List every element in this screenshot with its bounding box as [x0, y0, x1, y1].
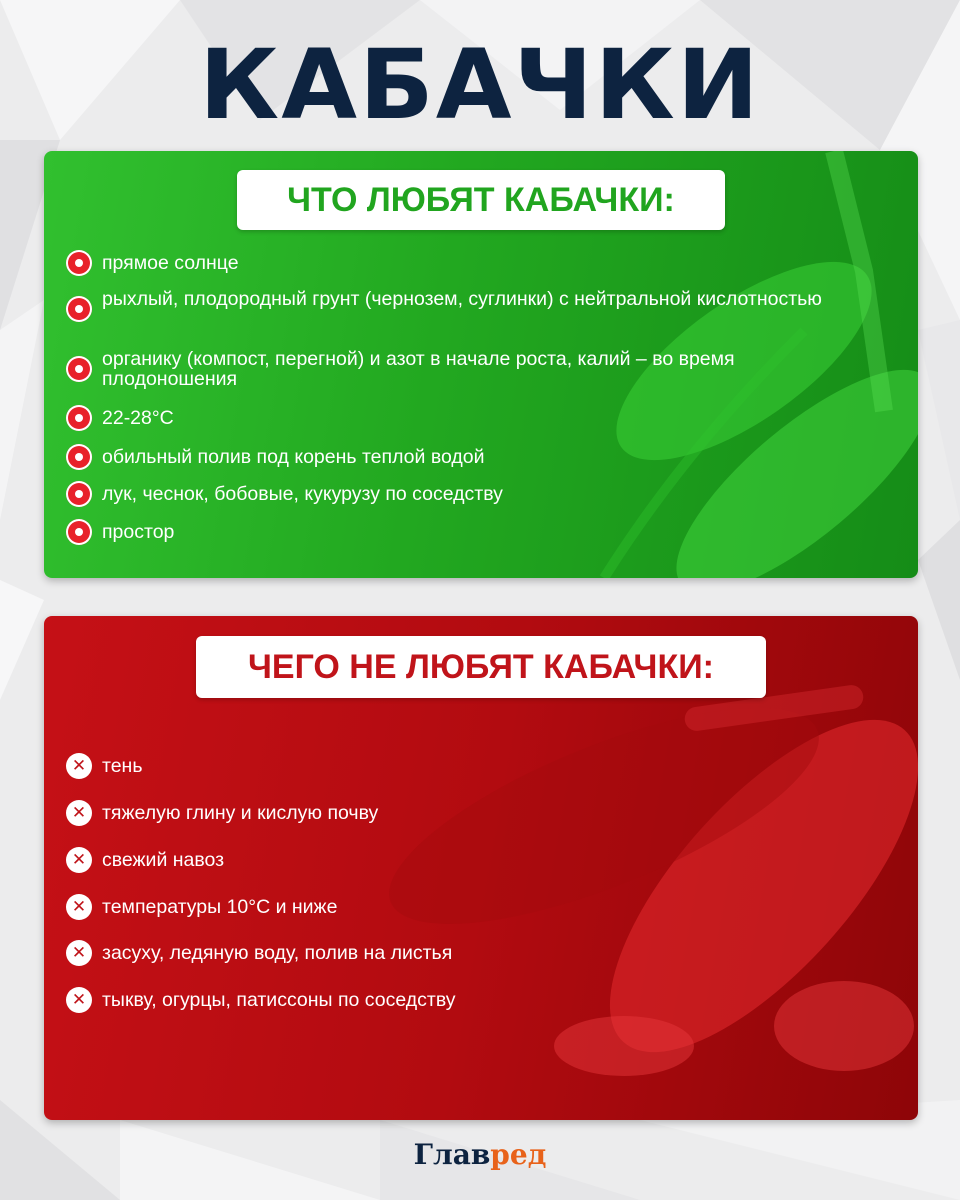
dislikes-header: ЧЕГО НЕ ЛЮБЯТ КАБАЧКИ:: [196, 636, 766, 698]
list-item-text: органику (компост, перегной) и азот в начале роста, калий – во время плодоношения: [102, 348, 735, 390]
list-item: [66, 444, 866, 468]
page-title: КАБАЧКИ: [199, 29, 761, 141]
list-item: [66, 348, 866, 388]
red-dot-icon: [66, 444, 92, 470]
red-dot-icon: [66, 405, 92, 431]
likes-panel: [44, 151, 918, 578]
list-item: [66, 405, 866, 429]
list-item: [66, 519, 866, 543]
dislikes-panel: [44, 616, 918, 1120]
red-dot-icon: [66, 250, 92, 276]
red-dot-icon: [66, 356, 92, 382]
cross-icon: ✕: [66, 987, 92, 1013]
list-item: [66, 987, 866, 1011]
list-item-text: засуху, ледяную воду, полив на листья: [102, 942, 453, 964]
glavred-logo: [0, 1138, 960, 1171]
list-item-text: рыхлый, плодородный грунт (чернозем, суглинки) с нейтральной кислотностью: [102, 288, 822, 310]
list-item-text: 22-28°C: [102, 407, 174, 429]
list-item: [66, 940, 866, 964]
red-dot-icon: [66, 296, 92, 322]
list-item: [66, 753, 866, 777]
list-item: [66, 800, 866, 824]
list-item: [66, 847, 866, 871]
list-item-text: температуры 10°C и ниже: [102, 896, 338, 918]
list-item: [66, 481, 866, 505]
list-item-text: обильный полив под корень теплой водой: [102, 446, 485, 468]
cross-icon: ✕: [66, 800, 92, 826]
list-item-text: свежий навоз: [102, 849, 225, 871]
cross-icon: ✕: [66, 753, 92, 779]
list-item-text: лук, чеснок, бобовые, кукурузу по соседству: [102, 483, 503, 505]
list-item: [66, 288, 866, 308]
red-dot-icon: [66, 481, 92, 507]
likes-header: ЧТО ЛЮБЯТ КАБАЧКИ:: [237, 170, 725, 230]
list-item-text: простор: [102, 521, 175, 543]
cross-icon: ✕: [66, 847, 92, 873]
logo-part-1: Глав: [413, 1138, 491, 1171]
list-item: [66, 894, 866, 918]
list-item: [66, 250, 866, 274]
list-item-text: прямое солнце: [102, 252, 239, 274]
cross-icon: ✕: [66, 894, 92, 920]
list-item-text: тяжелую глину и кислую почву: [102, 802, 379, 824]
logo-part-2: ред: [490, 1138, 547, 1171]
red-dot-icon: [66, 519, 92, 545]
list-item-text: тень: [102, 755, 143, 777]
list-item-text: тыкву, огурцы, патиссоны по соседству: [102, 989, 456, 1011]
cross-icon: ✕: [66, 940, 92, 966]
